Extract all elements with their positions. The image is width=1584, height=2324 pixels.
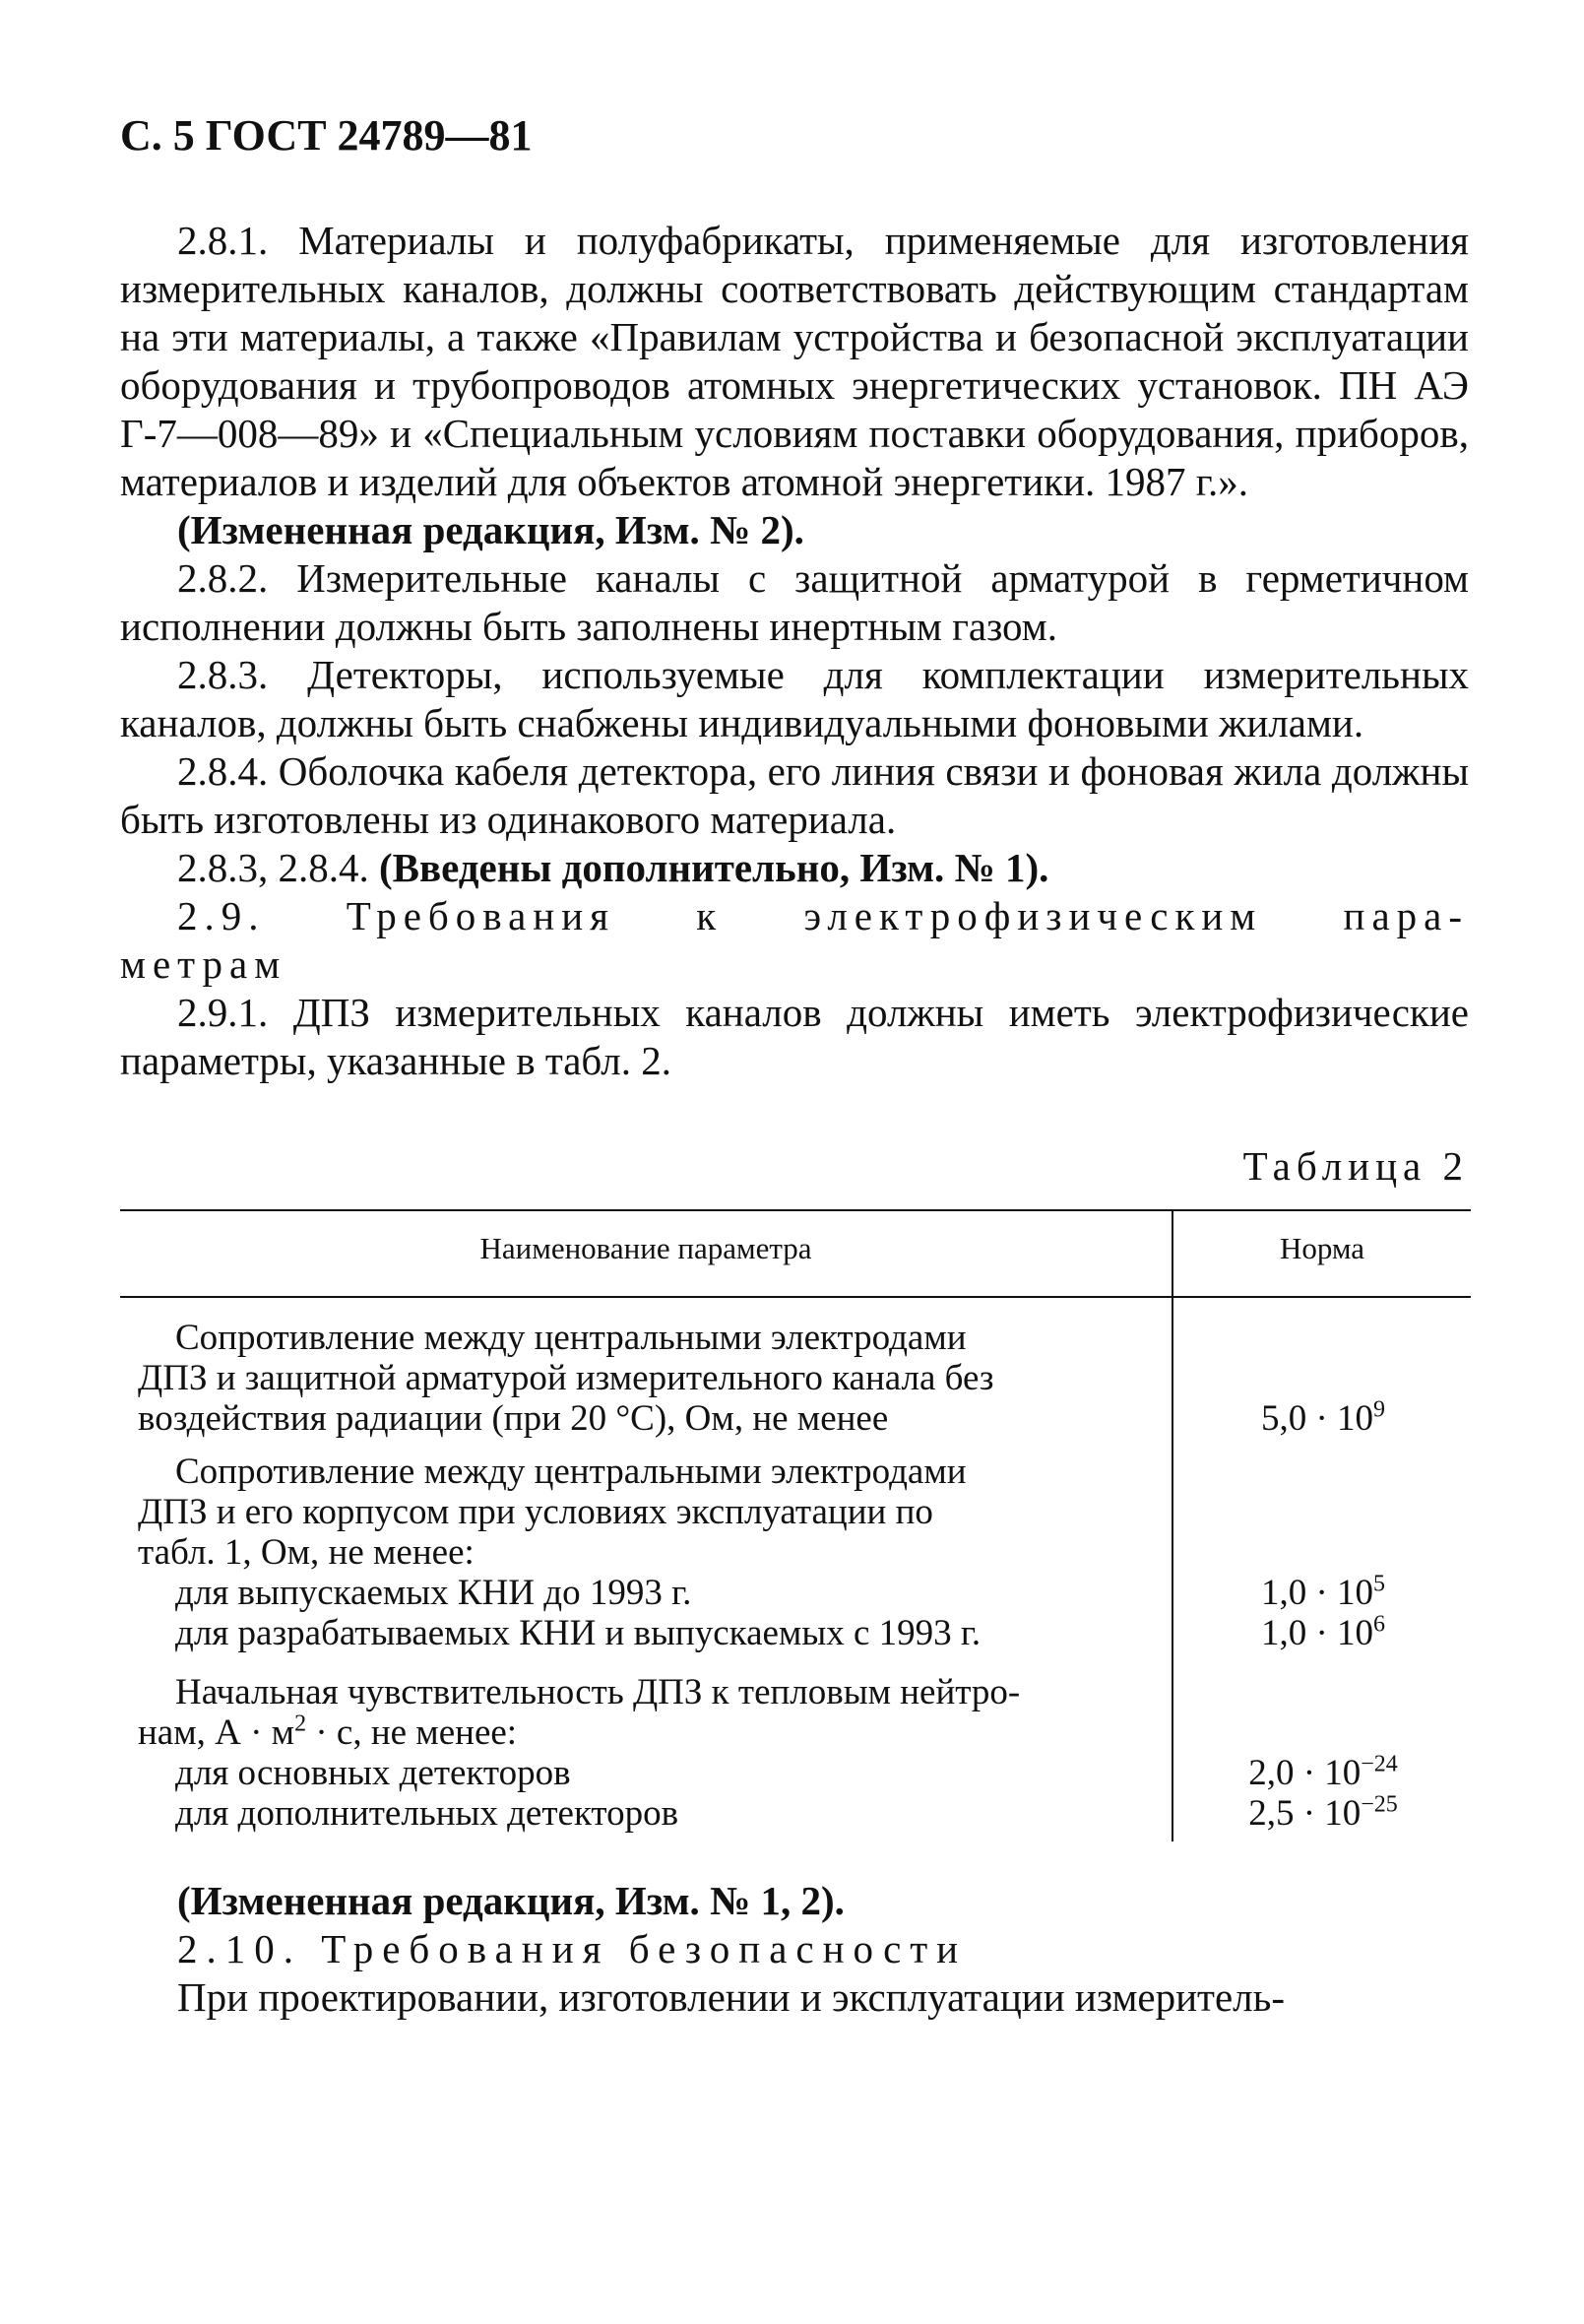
table-row-2-param <box>138 1452 1162 1653</box>
table-caption: Таблица 2 <box>1242 1143 1469 1189</box>
row-2-line-2: ДПЗ и его корпусом при условиях эксплуатации по <box>138 1492 933 1532</box>
amendment-note-1: (Измененная редакция, Изм. № 2). <box>177 507 804 552</box>
table-row-3-value-2 <box>1175 1793 1471 1834</box>
row-2-line-1: Сопротивление между центральными электродами <box>175 1452 967 1492</box>
header-parameter-name: Наименование параметра <box>479 1231 812 1265</box>
row-2-line-3: табл. 1, Ом, не менее: <box>138 1532 475 1573</box>
row-2-value-1-exp: 5 <box>1373 1571 1386 1597</box>
paragraph-2-8-4: 2.8.4. Оболочка кабеля детектора, его линия связи и фоновая жила должны быть изготовлены из одинакового материала. <box>120 748 1469 842</box>
row-1-value-exp: 9 <box>1373 1396 1386 1423</box>
row-2-sub-2: для разрабатываемых КНИ и выпускаемых с 1993 г. <box>175 1613 982 1653</box>
table-row-2-value-2 <box>1175 1613 1471 1653</box>
body-text-lower <box>120 1877 1469 2022</box>
row-3-value-1-base: 2,0 · 10 <box>1248 1753 1362 1793</box>
row-2-sub-1: для выпускаемых КНИ до 1993 г. <box>175 1573 692 1613</box>
table-row-3-param <box>138 1672 1162 1834</box>
amendment-note-3: (Измененная редакция, Изм. № 1, 2). <box>177 1878 845 1923</box>
amendment-note-2 <box>120 844 1469 892</box>
section-heading-2-10: 2.10. Требования безопасности <box>177 1926 968 1971</box>
row-2-value-2-exp: 6 <box>1373 1611 1386 1638</box>
table-row-3-value-1 <box>1175 1753 1471 1793</box>
row-3-line-2 <box>138 1712 1162 1753</box>
row-3-value-1-exp: −24 <box>1361 1751 1398 1777</box>
paragraph-2-8-1: 2.8.1. Материалы и полуфабрикаты, применяемые для изготовления измерительных каналов, должны соответствовать действующим стандартам на эти материалы, а также «Правилам устройства и безопасной эксплуатации оборудования и трубопроводов атомных энергетических установок. ПН АЭ Г-7—008—89» и «Специальным условиям поставки оборудования, приборов, материалов и изделий для объектов атомной энергетики. 1987 г.». <box>120 218 1469 504</box>
table-row-2-value-1 <box>1175 1573 1471 1613</box>
paragraph-2-9-1: 2.9.1. ДПЗ измерительных каналов должны иметь электрофизические параметры, указанные в табл. 2. <box>120 990 1469 1083</box>
paragraph-2-8-3: 2.8.3. Детекторы, используемые для комплектации измерительных каналов, должны быть снабжены индивидуальными фоновыми жилами. <box>120 652 1469 745</box>
row-3-value-2-base: 2,5 · 10 <box>1248 1793 1362 1834</box>
header-norm: Норма <box>1279 1231 1365 1265</box>
row-1-line-3: воздействия радиации (при 20 °С), Ом, не менее <box>138 1398 889 1439</box>
row-3-sub-1: для основных детекторов <box>175 1753 571 1793</box>
row-2-value-1-base: 1,0 · 10 <box>1260 1573 1374 1613</box>
page-header: С. 5 ГОСТ 24789—81 <box>120 111 533 160</box>
row-2-value-2-base: 1,0 · 10 <box>1260 1613 1374 1653</box>
table-column-divider <box>1172 1209 1173 1841</box>
body-text-upper <box>120 217 1469 1085</box>
table-row-1-value <box>1175 1398 1471 1439</box>
row-3-line-2-exp: 2 <box>294 1711 307 1737</box>
table-row-1-param <box>138 1318 1162 1439</box>
paragraph-2-10-start: При проектировании, изготовлении и эксплуатации измеритель- <box>177 1974 1285 2020</box>
table-top-rule <box>120 1209 1471 1211</box>
section-heading-2-9-cont: метрам <box>120 941 287 987</box>
row-3-sub-2: для дополнительных детекторов <box>175 1793 679 1834</box>
row-3-line-2-pre: нам, А · м <box>138 1712 295 1753</box>
amendment-note-2-prefix: 2.8.3, 2.8.4. <box>177 845 369 890</box>
row-3-value-2-exp: −25 <box>1361 1791 1398 1818</box>
table-header-rule <box>120 1296 1471 1298</box>
row-1-line-1: Сопротивление между центральными электродами <box>175 1318 967 1358</box>
row-3-line-1: Начальная чувствительность ДПЗ к тепловым нейтро- <box>175 1672 1021 1712</box>
row-1-value-base: 5,0 · 10 <box>1260 1398 1374 1439</box>
row-3-line-2-post: · с, не менее: <box>306 1712 518 1753</box>
paragraph-2-8-2: 2.8.2. Измерительные каналы с защитной арматурой в герметичном исполнении должны быть заполнены инертным газом. <box>120 555 1469 649</box>
row-1-line-2: ДПЗ и защитной арматурой измерительного канала без <box>138 1358 994 1398</box>
amendment-note-2-bold: (Введены дополнительно, Изм. № 1). <box>379 845 1049 890</box>
section-heading-2-9: 2.9. Требования к электрофизическим пара- <box>177 893 1469 938</box>
